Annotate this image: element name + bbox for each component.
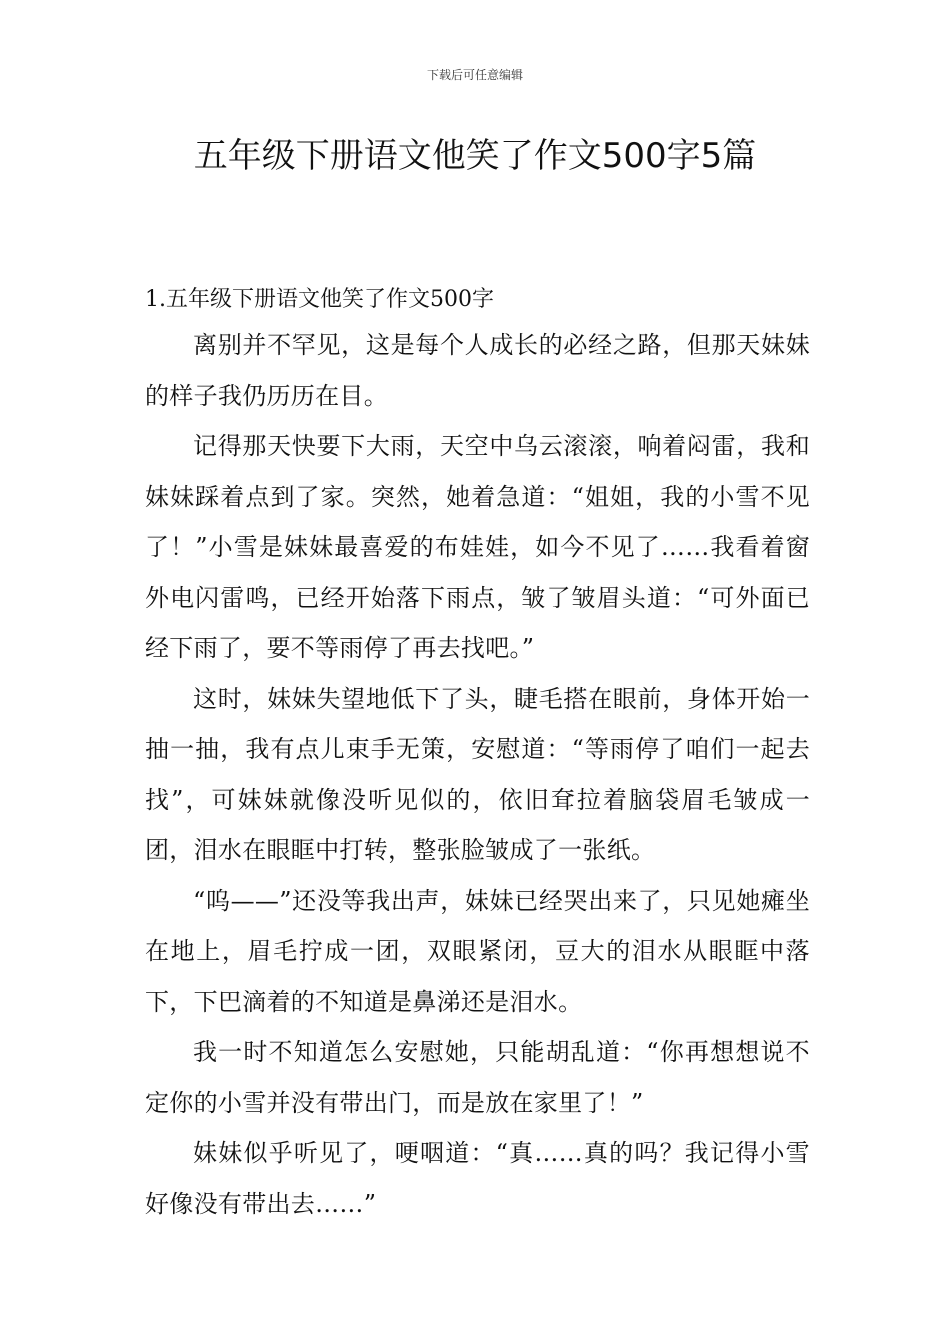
paragraph-4: “呜——”还没等我出声，妹妹已经哭出来了，只见她瘫坐在地上，眉毛拧成一团，双眼紧闭，豆大的泪水从眼眶中落下，下巴滴着的不知道是鼻涕还是泪水。 (145, 886, 810, 1016)
section-heading: 1.五年级下册语文他笑了作文500字 (145, 287, 494, 312)
paragraph-5: 我一时不知道怎么安慰她，只能胡乱道：“你再想想说不定你的小雪并没有带出门，而是放在家里了！” (145, 1038, 810, 1117)
document-title: 五年级下册语文他笑了作文500字5篇 (193, 136, 757, 176)
page-header-note: 下载后可任意编辑 (426, 68, 523, 82)
paragraph-3: 这时，妹妹失望地低下了头，睫毛搭在眼前，身体开始一抽一抽，我有点儿束手无策，安慰道：“等雨停了咱们一起去找”，可妹妹就像没听见似的，依旧耷拉着脑袋眉毛皱成一团，泪水在眼眶中打转，整张脸皱成了一张纸。 (145, 684, 810, 864)
document-body (145, 280, 810, 1229)
paragraph-2: 记得那天快要下大雨，天空中乌云滚滚，响着闷雷，我和妹妹踩着点到了家。突然，她着急道：“姐姐，我的小雪不见了！”小雪是妹妹最喜爱的布娃娃，如今不见了……我看着窗外电闪雷鸣，已经开始落下雨点，皱了皱眉头道：“可外面已经下雨了，要不等雨停了再去找吧。” (145, 432, 810, 662)
paragraph-1: 离别并不罕见，这是每个人成长的必经之路，但那天妹妹的样子我仍历历在目。 (145, 331, 810, 410)
paragraph-6: 妹妹似乎听见了，哽咽道：“真……真的吗？我记得小雪好像没有带出去……” (145, 1139, 810, 1218)
